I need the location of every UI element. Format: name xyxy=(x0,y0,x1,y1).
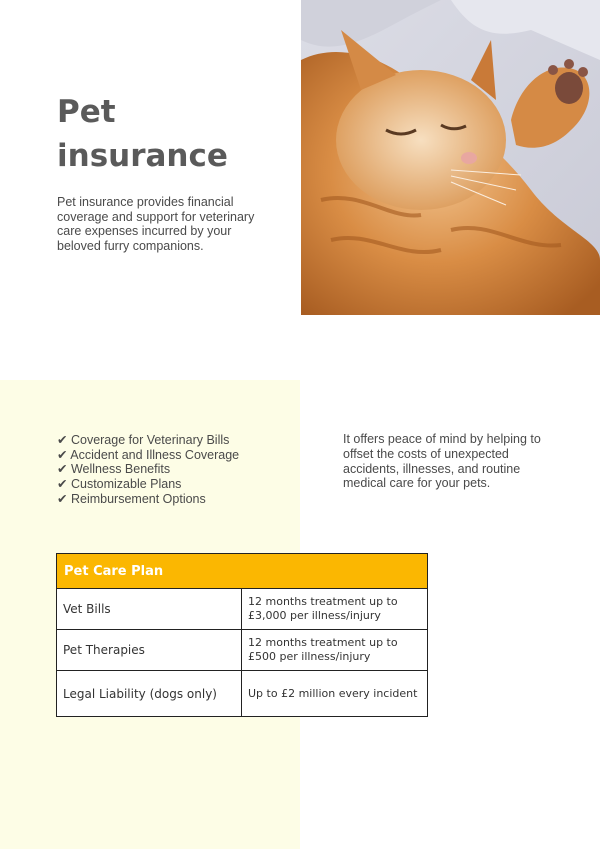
peace-of-mind-paragraph: It offers peace of mind by helping to offset the costs of unexpected accidents, illnesses, and routine medical care for your pets. xyxy=(343,432,541,491)
check-icon: ✔ xyxy=(57,433,68,447)
pet-care-plan-table xyxy=(56,553,428,717)
intro-paragraph: Pet insurance provides financial coverage and support for veterinary care expenses incurred by your beloved furry companions. xyxy=(57,195,255,253)
table-row xyxy=(57,630,428,671)
check-icon: ✔ xyxy=(57,477,68,492)
feature-item: ✔ Customizable Plans xyxy=(57,477,182,492)
title-line-1: Pet xyxy=(57,94,116,130)
feature-item: ✔ Coverage for Veterinary Bills xyxy=(57,433,230,447)
page-title xyxy=(57,90,228,178)
row-label: Pet Therapies xyxy=(57,630,242,671)
feature-item: ✔ Reimbursement Options xyxy=(57,491,206,506)
row-label: Vet Bills xyxy=(57,589,242,630)
row-value: 12 months treatment up to £500 per illness/injury xyxy=(242,630,428,671)
sleeping-cat-photo xyxy=(301,0,600,315)
table-header: Pet Care Plan xyxy=(57,554,428,589)
feature-item: ✔ Accident and Illness Coverage xyxy=(57,447,240,462)
feature-list xyxy=(57,433,239,507)
check-icon: ✔ xyxy=(57,462,68,477)
title-line-2: insurance xyxy=(57,138,228,174)
table-row xyxy=(57,671,428,717)
check-icon: ✔ xyxy=(57,491,68,506)
row-value: Up to £2 million every incident xyxy=(242,671,428,717)
table-row xyxy=(57,589,428,630)
row-value: 12 months treatment up to £3,000 per illness/injury xyxy=(242,589,428,630)
row-label: Legal Liability (dogs only) xyxy=(57,671,242,717)
check-icon: ✔ xyxy=(57,447,68,462)
feature-item: ✔ Wellness Benefits xyxy=(57,462,171,477)
